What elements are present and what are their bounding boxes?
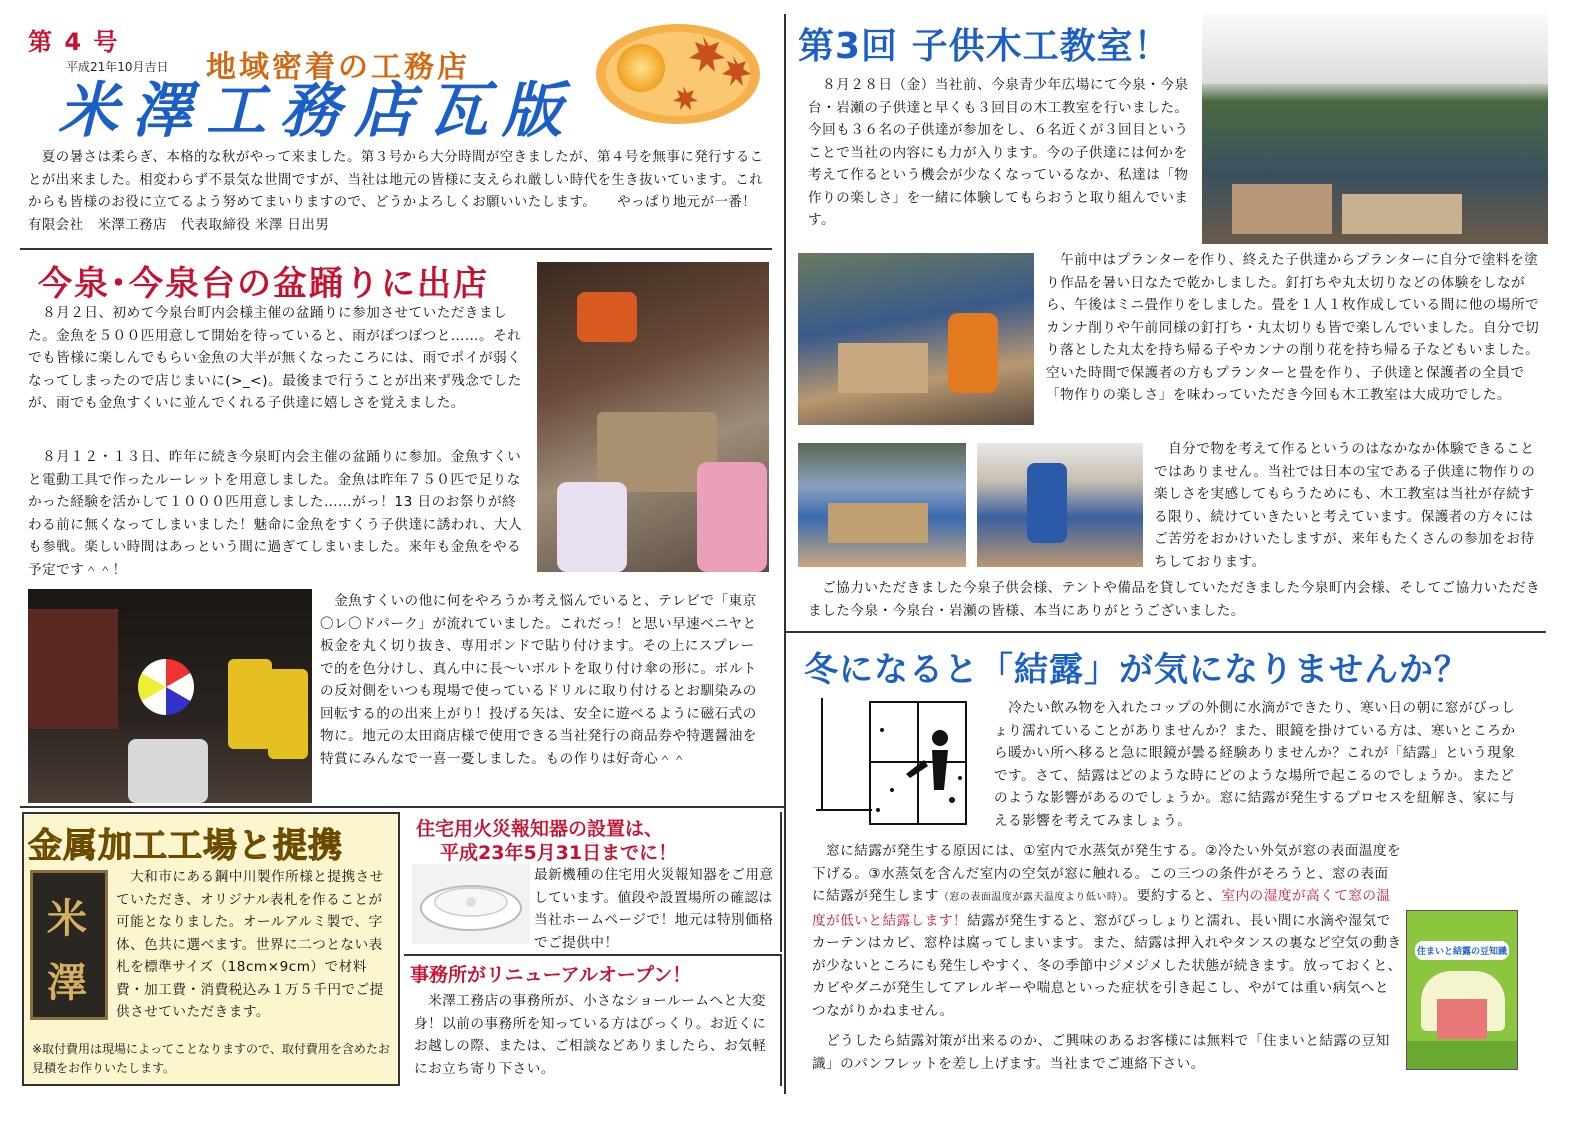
- condensation-heading: 冬になると「結露」が気になりませんか？: [804, 650, 1469, 690]
- office-renewal-box: [404, 954, 782, 1086]
- metal-text: 大和市にある鋼中川製作所様と提携させていただき、オリジナル表札を作ることが可能となりました。オールアルミ製で、字体、色共に選べます。世界に二つとない表札を標準サイズ（18cm×9cm）で材料費・加工費・消費税込み１万５千円でご提供させていただきます。: [116, 869, 384, 1020]
- divider: [786, 631, 1546, 633]
- condensation-paragraph-1: 冷たい飲み物を入れたコップの外側に水滴ができたり、寒い日の朝に窓がびっしょり濡れていることがありませんか？また、眼鏡を掛けている方は、寒いところから暖かい所へ移ると急に眼鏡が曇る経験ありませんか？これが「結露」という現象です。さて、結露はどのような時にどのような場所で起こるのでしょうか。またどのような影響があるのでしょうか。窓に結露が発生するプロセスを紐解き、家に与える影響を考えてみましょう。: [994, 700, 1516, 829]
- tagline: 地域密着の工務店: [206, 50, 470, 85]
- goldfish-scooping-photo: [537, 262, 769, 572]
- bon-heading: 今泉･今泉台の盆踊りに出店: [38, 264, 489, 304]
- woodwork-heading: 第3回 子供木工教室！: [798, 26, 1171, 67]
- condensation-paragraph-3: どうしたら結露対策が出来るのか、ご興味のあるお客様には無料で「住まいと結露の豆知識」のパンフレットを差し上げます。当社までご連絡下さい。: [812, 1033, 1390, 1072]
- condensation-causes: 窓に結露が発生する原因には、①室内で水蒸気が発生する。②冷たい外気が窓の表面温度を下げる。③水蒸気を含んだ室内の空気が窓に触れる。この三つの条件がそろうと、窓の表面に結露が発生します: [812, 843, 1402, 904]
- pamphlet-title: 住まいと結露の豆知識: [1415, 941, 1509, 960]
- condensation-condition-note: （窓の表面温度が露天温度より低い時）: [938, 892, 1123, 903]
- condensation-effects: 結露が発生すると、窓がびっしょりと濡れ、長い間に水滴や湿気でカーテンはカビ、窓枠は腐ってしまいます。また、結露は押入れやタンスの裏など空気の動きが少ないところにも発生しやすく、冬の季節中ジメジメした状態が続きます。放っておくと、カビやダニが発生してアレルギーや喘息といった症状を引き起こし、やがては重い病気へとつながりかねません。: [812, 912, 1402, 1019]
- nameplate-char: 澤: [47, 959, 87, 1006]
- nameplate-sample: [30, 870, 108, 1020]
- pamphlet-cover: [1406, 910, 1518, 1070]
- woodwork-paragraph-2: 午前中はプランターを作り、終えた子供達からプランターに自分で塗料を塗り作品を暑い日なたで乾かしました。釘打ちや丸太切りなどの体験をしながら、午後はミニ畳作りをしました。畳を１人１枚作成している間に他の場所でカンナ削りや午前同様の釘打ち・丸太切りも皆で楽しんでいました。自分で切り落とした丸太を持ち帰る子やカンナの削り花を持ち帰る子などもいました。空いた時間で保護者の方もプランターと畳を作り、子供達と保護者の全員で「物作りの楽しさ」を味わっていただき今回も木工教室は大成功でした。: [1046, 252, 1540, 403]
- bon-paragraph-3: 金魚すくいの他に何をやろうか考え悩んでいると、テレビで「東京〇レ〇ドパーク」が流れていました。これだっ！と思い早速ベニヤと板金を丸く切り抜き、専用ボンドで貼り付けます。その上にスプレーで的を色分けし、真ん中に長〜いボルトを取り付け傘の形に。ボルトの反対側をいつも現場で使っているドリルに取り付けるとお馴染みの回転する的の出来上がり！投げる矢は、安全に遊べるように磁石式の物に。地元の太田商店様で使用できる当社発行の商品券や特選醤油を特賞にみんなで一喜一憂しました。もの作りは好奇心＾＾: [320, 593, 757, 767]
- intro-paragraph: 夏の暑さは柔らぎ、本格的な秋がやって来ました。第３号から大分時間が空きましたが、第４号を無事に発行することが出来ました。相変わらず不景気な世間ですが、当社は地元の皆様に支えられ厳しい時代を生き抜いています。これからも皆様のお役に立てるよう努めてまいりますので、どうかよろしくお願いいたします。 やっぱり地元が一番！ 有限会社 米澤工務店 代表取締役 米澤 日出男: [28, 150, 771, 233]
- column-divider: [784, 14, 786, 1094]
- window-condensation-illustration: [812, 690, 988, 838]
- newsletter-title: 米澤工務店瓦版: [58, 76, 576, 146]
- masthead: [18, 14, 778, 144]
- fire-alarm-box: [404, 812, 782, 952]
- condensation-paragraph-2: [812, 840, 1402, 1022]
- smoke-detector-icon: [412, 864, 530, 944]
- alarm-text: 最新機種の住宅用火災報知器をご用意しています。値段や設置場所の確認は当社ホームページで！地元は特別価格でご提供中！: [534, 867, 774, 951]
- office-heading: 事務所がリニューアルオープン！: [410, 964, 692, 986]
- woodwork-photo-4: [977, 443, 1143, 567]
- autumn-leaves-logo: [583, 16, 763, 126]
- issue-number: 第 4 号: [28, 28, 120, 56]
- alarm-heading-1: 住宅用火災報知器の設置は、: [416, 818, 664, 840]
- office-text: 米澤工務店の事務所が、小さなショールームへと大変身！以前の事務所を知っている方はびっくり。お近くにお越しの際、または、ご相談などありましたら、お気軽にお立ち寄り下さい。: [414, 993, 767, 1077]
- metal-partnership-box: [22, 812, 400, 1086]
- bon-paragraph-2: ８月１２・１３日、昨年に続き今泉町内会主催の盆踊りに参加。金魚すくいと電動工具で作ったルーレットを用意しました。金魚は昨年７５０匹で足りなかった経験を活かして１０００匹用意しました……がっ！13 日のお祭りが終わる前に無くなってしまいました！魅命に金魚をすくう子供達に誘われ、大人も参戦。楽しい時間はあっという間に過ぎてしまいました。来年も金魚をやる予定です＾＾！: [28, 449, 523, 578]
- alarm-heading-2: 平成23年5月31日までに！: [440, 842, 678, 864]
- woodwork-thanks: ご協力いただきました今泉子供会様、テントや備品を貸していただきました今泉町内会様、そしてご協力いただきました今泉・今泉台・岩瀬の皆様、本当にありがとうございました。: [808, 580, 1541, 619]
- bon-paragraph-1: ８月２日、初めて今泉台町内会様主催の盆踊りに参加させていただきました。金魚を５００匹用意して開始を待っていると、雨がぽつぽつと……。それでも皆様に楽しんでもらい金魚の大半が無くなったころには、雨でポイが弱くなってしまったので店じまいに(>_<)。最後まで行うことが出来ず残念でしたが、雨でも金魚すくいに並んでくれる子供達に嬉しさを覚えました。: [28, 305, 522, 411]
- woodwork-paragraph-1: ８月２８日（金）当社前、今泉青少年広場にて今泉・今泉台・岩瀬の子供達と早くも３回目の木工教室を行いました。今回も３６名の子供達が参加をし、６名近くが３回目ということで当社の内容にも力が入ります。今の子供達には何かを考えて作るという機会が少なくなっているなか、私達は「物作りの楽しさ」を一緒に体験してもらおうと取り組んでいます。: [808, 77, 1189, 228]
- nameplate-char: 米: [47, 895, 87, 942]
- woodwork-tent-photo: [1202, 14, 1548, 244]
- woodwork-paragraph-3: 自分で物を考えて作るというのはなかなか体験できることではありません。当社では日本の宝である子供達に物作りの楽しさを実感してもらうためにも、木工教室は当社が存続する限り、続けていきたいと考えています。保護者の方々にはご苦労をおかけいたしますが、来年もたくさんの参加をお待ちしております。: [1154, 441, 1536, 570]
- issue-date: 平成21年10月吉日: [66, 60, 169, 74]
- roulette-game-photo: [28, 589, 312, 803]
- divider: [20, 806, 784, 808]
- divider: [20, 248, 772, 250]
- metal-note: ※取付費用は現場によってことなりますので、取付費用を含めたお見積をお作りいたします。: [32, 1042, 390, 1075]
- condensation-summary-lead: 。要約すると、: [1122, 888, 1222, 904]
- woodwork-photo-3: [798, 443, 966, 567]
- metal-heading: 金属加工工場と提携: [28, 826, 343, 866]
- condensation-key-point: 室内の湿度が高くて窓の温度が低いと結露します！: [812, 888, 1391, 929]
- woodwork-photo-2: [798, 253, 1034, 425]
